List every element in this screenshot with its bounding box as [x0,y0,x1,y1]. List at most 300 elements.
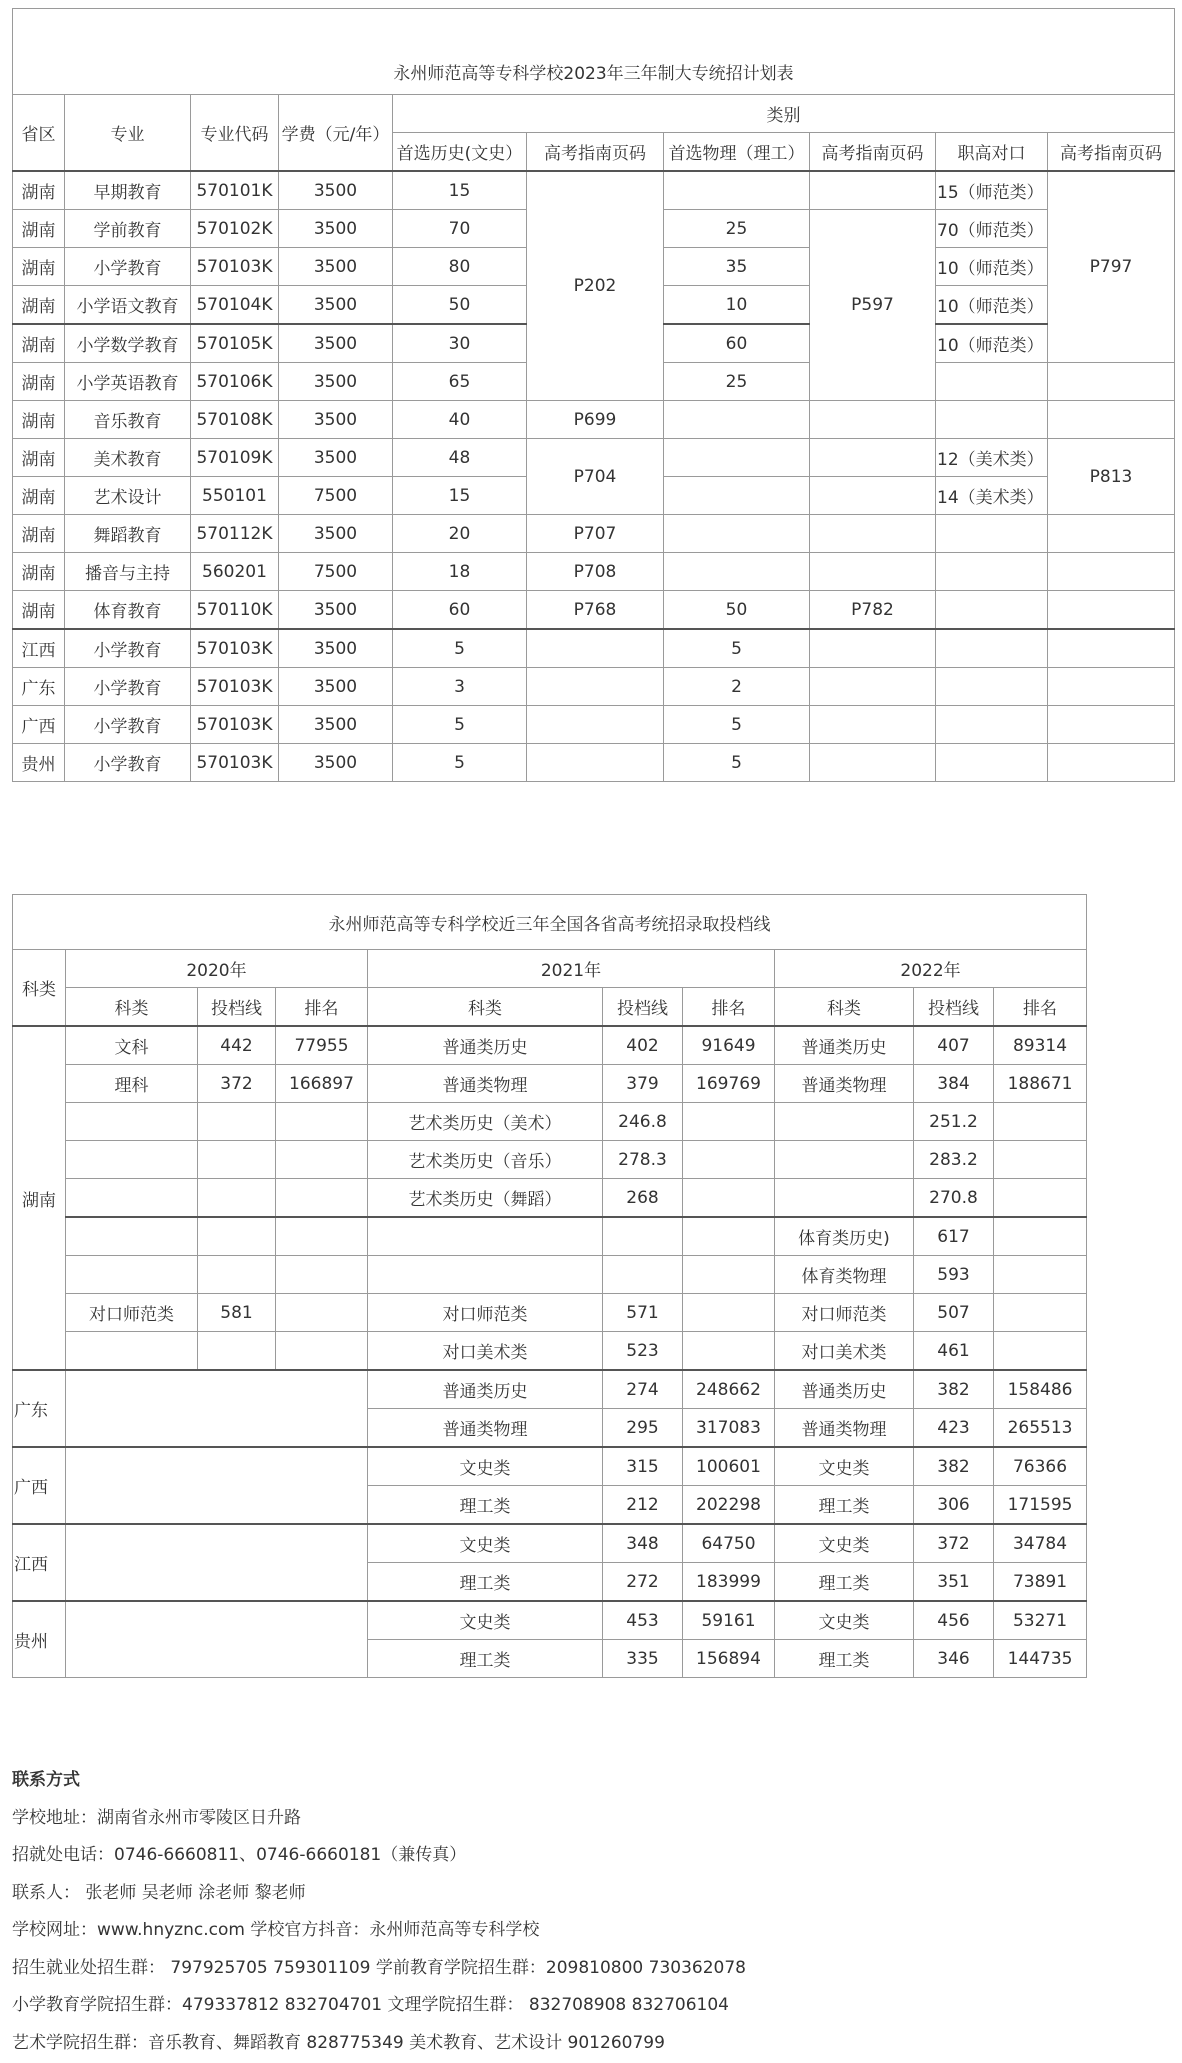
table-cell: 3500 [279,286,393,325]
table-cell: 湖南 [13,210,65,248]
table-cell: 70（师范类） [936,210,1048,248]
table-cell: 理工类 [775,1640,914,1678]
table-cell [936,591,1048,630]
table-cell [994,1256,1087,1294]
table-title: 永州师范高等专科学校2023年三年制大专统招计划表 [13,9,1175,95]
table-cell [527,744,664,782]
table-cell [198,1217,276,1256]
table-cell: 5 [393,744,527,782]
table-row [13,988,1087,1027]
table-cell [1048,744,1175,782]
table-row [13,1141,1087,1179]
table-cell: 3500 [279,629,393,668]
table-cell: 50 [393,286,527,325]
table-row [13,1370,1087,1409]
table-row [13,895,1087,950]
table-cell: 348 [603,1524,683,1563]
table-cell: 10（师范类） [936,248,1048,286]
table-cell [683,1256,775,1294]
table-cell: 艺术类历史（音乐） [368,1141,603,1179]
table-cell: 442 [198,1026,276,1065]
table-cell: 456 [914,1601,994,1640]
table-cell: 89314 [994,1026,1087,1065]
contact-line: 学校地址：湖南省永州市零陵区日升路 [12,1807,301,1828]
table-row [13,95,1175,133]
contact-line: 联系人： 张老师 吴老师 涂老师 黎老师 [12,1882,306,1903]
table-cell: 80 [393,248,527,286]
table-cell: 581 [198,1294,276,1332]
header-cell: 投档线 [914,988,994,1027]
table-cell: 10 [664,286,810,325]
table-row [13,668,1175,706]
table-cell [527,629,664,668]
table-cell: 2 [664,668,810,706]
table-row [13,1601,1087,1640]
table-cell: 对口美术类 [775,1332,914,1371]
table-cell [664,401,810,439]
table-cell [276,1332,368,1371]
table-cell [198,1103,276,1141]
table-cell: 25 [664,363,810,401]
table-cell: 3500 [279,248,393,286]
table-cell: 7500 [279,553,393,591]
table-cell: 5 [664,744,810,782]
contact-heading: 联系方式 [12,1770,80,1790]
table-cell: 体育类物理 [775,1256,914,1294]
table-cell: 文科 [66,1026,198,1065]
table-cell: 5 [664,706,810,744]
table-cell: 523 [603,1332,683,1371]
table-cell [1048,401,1175,439]
table-cell: 617 [914,1217,994,1256]
table-cell [936,553,1048,591]
table-cell [810,629,936,668]
table-cell: P202 [527,171,664,401]
table-cell [936,668,1048,706]
table-cell: 144735 [994,1640,1087,1678]
header-cell: 首选物理（理工） [664,133,810,172]
table-cell: 248662 [683,1370,775,1409]
table-cell [994,1141,1087,1179]
table-cell [810,668,936,706]
table-cell: 64750 [683,1524,775,1563]
table-cell [66,1332,198,1371]
table-row [13,1179,1087,1218]
table-cell [1048,668,1175,706]
table-cell [683,1332,775,1371]
table-cell [66,1141,198,1179]
header-cell: 省区 [13,95,65,172]
table-cell [603,1256,683,1294]
header-cell: 学费（元/年） [279,95,393,172]
table-row [13,744,1175,782]
table-cell: 50 [664,591,810,630]
table-cell: P707 [527,515,664,553]
table-cell [775,1179,914,1218]
table-cell: 570109K [191,439,279,477]
table-cell: 音乐教育 [65,401,191,439]
table-cell: 65 [393,363,527,401]
table-cell: 10（师范类） [936,324,1048,363]
table-cell [664,439,810,477]
table-cell [683,1141,775,1179]
table-cell: 60 [664,324,810,363]
table-cell: 40 [393,401,527,439]
table-cell: 550101 [191,477,279,515]
table-cell [810,171,936,210]
table-cell: 15 [393,477,527,515]
table-cell [603,1217,683,1256]
contact-line: 招生就业处招生群： 797925705 759301109 学前教育学院招生群：209810800 730362078 [12,1957,746,1978]
table-cell: 571 [603,1294,683,1332]
header-cell: 高考指南页码 [527,133,664,172]
table-cell: 15（师范类） [936,171,1048,210]
table-cell [1048,363,1175,401]
table-cell [810,439,936,477]
table-cell: 372 [198,1065,276,1103]
table-cell: 70 [393,210,527,248]
table-cell [936,744,1048,782]
table-cell: 171595 [994,1486,1087,1525]
table-cell: 文史类 [368,1447,603,1486]
table-cell: 166897 [276,1065,368,1103]
contact-line: 招就处电话：0746-6660811、0746-6660181（兼传真） [12,1845,467,1865]
table-cell: 274 [603,1370,683,1409]
table-cell: 12（美术类） [936,439,1048,477]
table-cell [683,1217,775,1256]
table-cell [66,1179,198,1218]
table-cell [810,553,936,591]
table-row [13,1332,1087,1371]
table-cell: 14（美术类） [936,477,1048,515]
table-cell: 湖南 [13,363,65,401]
table-row [13,1065,1087,1103]
table-cell [994,1217,1087,1256]
table-cell [664,171,810,210]
table-cell: 3500 [279,744,393,782]
table-cell [994,1294,1087,1332]
table-cell: 普通类物理 [775,1065,914,1103]
table-cell [936,706,1048,744]
table-cell: 3500 [279,591,393,630]
table-cell: 湖南 [13,248,65,286]
table-row [13,1026,1087,1065]
table-cell: 5 [664,629,810,668]
table-cell [66,1370,368,1447]
table-cell: 3500 [279,439,393,477]
table-cell: 507 [914,1294,994,1332]
table-cell [936,401,1048,439]
table-cell [994,1179,1087,1218]
header-cell: 排名 [683,988,775,1027]
province-cell: 湖南 [13,1026,66,1370]
table-row [13,1294,1087,1332]
province-cell: 贵州 [13,1601,66,1678]
table-row [13,171,1175,210]
table-cell: 普通类历史 [775,1026,914,1065]
table-row [13,439,1175,477]
table-cell: P768 [527,591,664,630]
table-cell [198,1141,276,1179]
table-cell: 湖南 [13,286,65,325]
table-cell: 普通类物理 [368,1065,603,1103]
table-cell: 理工类 [775,1486,914,1525]
table-row [13,1447,1087,1486]
header-cell: 排名 [276,988,368,1027]
table-cell: 艺术类历史（舞蹈） [368,1179,603,1218]
table-cell: 3500 [279,363,393,401]
table-cell: 20 [393,515,527,553]
table-cell: 文史类 [775,1447,914,1486]
header-cell: 投档线 [603,988,683,1027]
table-cell: 188671 [994,1065,1087,1103]
table-cell: 317083 [683,1409,775,1448]
table-cell: 江西 [13,629,65,668]
table-cell: 5 [393,706,527,744]
table-cell: 570103K [191,248,279,286]
table-cell: P708 [527,553,664,591]
table-cell: 学前教育 [65,210,191,248]
header-cell: 专业 [65,95,191,172]
table-cell [936,363,1048,401]
table-cell: 76366 [994,1447,1087,1486]
table-cell: 湖南 [13,171,65,210]
table-cell: 7500 [279,477,393,515]
table-cell: 30 [393,324,527,363]
table-cell: 早期教育 [65,171,191,210]
table-cell: 小学英语教育 [65,363,191,401]
table-cell: 对口师范类 [775,1294,914,1332]
table-cell: 402 [603,1026,683,1065]
province-cell: 广西 [13,1447,66,1524]
table-cell: 广西 [13,706,65,744]
table-cell: 对口师范类 [66,1294,198,1332]
table-cell: 3500 [279,171,393,210]
table-cell: 湖南 [13,324,65,363]
contact-line: 艺术学院招生群：音乐教育、舞蹈教育 828775349 美术教育、艺术设计 901260799 [12,2032,665,2053]
table-cell: 73891 [994,1563,1087,1602]
table-cell: 77955 [276,1026,368,1065]
table-cell: 普通类物理 [775,1409,914,1448]
table-cell [276,1217,368,1256]
table-cell: 18 [393,553,527,591]
table-row [13,9,1175,95]
table-cell [198,1332,276,1371]
table-cell: 理工类 [368,1563,603,1602]
table-cell: 播音与主持 [65,553,191,591]
table-cell [276,1294,368,1332]
table-cell: 理工类 [775,1563,914,1602]
table-cell [66,1103,198,1141]
table-cell: 453 [603,1601,683,1640]
table-row [13,591,1175,630]
table-cell: 小学教育 [65,744,191,782]
table-cell: 212 [603,1486,683,1525]
table-cell: 美术教育 [65,439,191,477]
table-cell [1048,629,1175,668]
table-cell: 59161 [683,1601,775,1640]
table-cell: 3500 [279,706,393,744]
table-cell: 570103K [191,706,279,744]
table-cell: 湖南 [13,477,65,515]
table-cell: 广东 [13,668,65,706]
contact-line: 学校网址：www.hnyznc.com 学校官方抖音：永州师范高等专科学校 [12,1920,540,1940]
table-cell: 100601 [683,1447,775,1486]
header-cell: 高考指南页码 [810,133,936,172]
table-cell: 53271 [994,1601,1087,1640]
table-row [13,401,1175,439]
table-row [13,553,1175,591]
table-cell [368,1256,603,1294]
contact-section [12,1762,1172,2062]
header-cell: 2021年 [368,950,775,988]
table-cell: P597 [810,210,936,401]
table-cell [810,477,936,515]
table-cell [66,1447,368,1524]
table-cell: P797 [1048,171,1175,363]
table-cell [936,515,1048,553]
header-cell: 科类 [66,988,198,1027]
table-cell [527,668,664,706]
table-cell: 335 [603,1640,683,1678]
table-cell [198,1256,276,1294]
table-cell: 265513 [994,1409,1087,1448]
table-row [13,1256,1087,1294]
table-cell: P704 [527,439,664,515]
table-cell: 体育类历史) [775,1217,914,1256]
table-cell: 384 [914,1065,994,1103]
table-cell: 文史类 [368,1524,603,1563]
table-cell: 382 [914,1447,994,1486]
table-cell [198,1179,276,1218]
table-cell: 570110K [191,591,279,630]
table-cell: 60 [393,591,527,630]
table-row [13,515,1175,553]
province-cell: 广东 [13,1370,66,1447]
table-cell: 295 [603,1409,683,1448]
table-cell: 35 [664,248,810,286]
table-cell: 570112K [191,515,279,553]
table-cell: 体育教育 [65,591,191,630]
table-cell: 小学教育 [65,668,191,706]
enrollment-plan-table [12,8,1175,782]
table-cell: P699 [527,401,664,439]
table-cell: 对口师范类 [368,1294,603,1332]
table-cell: 25 [664,210,810,248]
header-cell: 投档线 [198,988,276,1027]
table-cell: 202298 [683,1486,775,1525]
table-cell: 小学教育 [65,706,191,744]
table-cell [683,1179,775,1218]
table-cell: 艺术类历史（美术） [368,1103,603,1141]
header-cell: 类别 [393,95,1175,133]
table-cell [775,1103,914,1141]
table-cell: 理工类 [368,1486,603,1525]
table-cell: 306 [914,1486,994,1525]
table-row [13,950,1087,988]
table-row [13,629,1175,668]
header-cell: 首选历史(文史） [393,133,527,172]
table-cell: 560201 [191,553,279,591]
table-row [13,706,1175,744]
table-cell: 小学教育 [65,248,191,286]
header-cell: 高考指南页码 [1048,133,1175,172]
table-cell: 156894 [683,1640,775,1678]
table-cell: 270.8 [914,1179,994,1218]
table-cell [66,1601,368,1678]
table-cell: 423 [914,1409,994,1448]
table-cell [683,1103,775,1141]
table-cell: 283.2 [914,1141,994,1179]
table-cell: 593 [914,1256,994,1294]
header-cell: 科类 [775,988,914,1027]
table-cell: 5 [393,629,527,668]
table-cell: 文史类 [775,1524,914,1563]
table-cell [683,1294,775,1332]
header-cell: 2022年 [775,950,1087,988]
table-cell: 3500 [279,401,393,439]
table-cell: 湖南 [13,515,65,553]
table-cell: 570103K [191,744,279,782]
table-cell: 小学教育 [65,629,191,668]
table-cell: 贵州 [13,744,65,782]
table-cell: 小学数学教育 [65,324,191,363]
table-cell: 169769 [683,1065,775,1103]
header-cell: 2020年 [66,950,368,988]
table-cell [775,1141,914,1179]
table-row [13,1524,1087,1563]
table-cell: P813 [1048,439,1175,515]
table-cell [664,553,810,591]
table-cell: 570105K [191,324,279,363]
table-cell: 舞蹈教育 [65,515,191,553]
table-cell: 普通类历史 [368,1026,603,1065]
table-cell: 570108K [191,401,279,439]
table-cell: 382 [914,1370,994,1409]
table-cell: 艺术设计 [65,477,191,515]
table-cell: 278.3 [603,1141,683,1179]
table-cell [664,515,810,553]
table-row [13,1217,1087,1256]
table-cell: 湖南 [13,553,65,591]
table-cell: 570103K [191,668,279,706]
table-cell [1048,553,1175,591]
table-cell [276,1103,368,1141]
table-cell: 3500 [279,210,393,248]
table-cell: 34784 [994,1524,1087,1563]
table-cell: 普通类历史 [368,1370,603,1409]
table-cell: 理工类 [368,1640,603,1678]
table-cell: 10（师范类） [936,286,1048,325]
table-cell: 湖南 [13,591,65,630]
table-cell: 346 [914,1640,994,1678]
table-cell [936,629,1048,668]
table-cell: 3500 [279,324,393,363]
table-cell: 对口美术类 [368,1332,603,1371]
table-cell [66,1524,368,1601]
table-title: 永州师范高等专科学校近三年全国各省高考统招录取投档线 [13,895,1087,950]
table-cell [1048,591,1175,630]
table-cell [66,1217,198,1256]
table-cell [810,706,936,744]
table-cell [1048,706,1175,744]
table-cell: 3500 [279,668,393,706]
table-cell: 普通类物理 [368,1409,603,1448]
table-cell: 158486 [994,1370,1087,1409]
table-cell: 3500 [279,515,393,553]
table-cell: 315 [603,1447,683,1486]
table-row [13,1103,1087,1141]
